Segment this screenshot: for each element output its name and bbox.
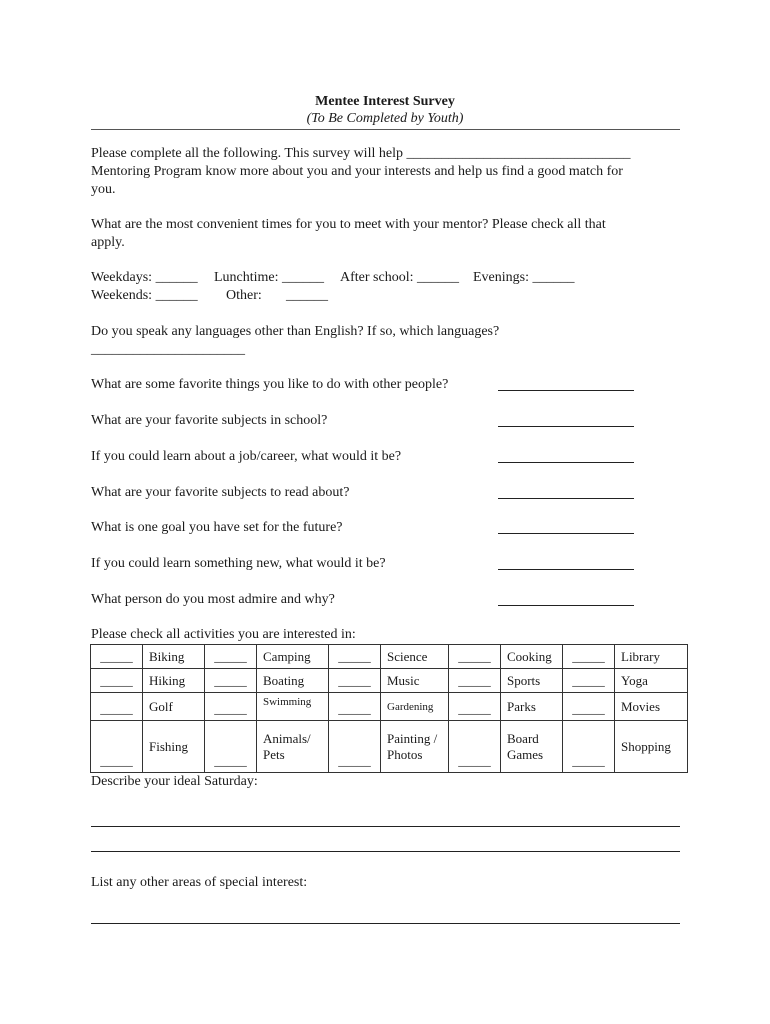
activity-checkbox[interactable]: _____ <box>449 669 501 693</box>
activity-checkbox[interactable]: _____ <box>91 669 143 693</box>
activity-label: Camping <box>257 645 329 669</box>
table-row <box>91 721 688 773</box>
question-7: What person do you most admire and why? <box>91 592 335 607</box>
question-5: What is one goal you have set for the future? <box>91 520 343 535</box>
activities-heading: Please check all activities you are interested in: <box>91 627 356 642</box>
activity-label: Animals/ Pets <box>257 721 329 773</box>
answer-line-3[interactable] <box>498 462 634 463</box>
activity-label: Fishing <box>143 721 205 773</box>
after-school-field[interactable]: After school: ______ <box>340 270 459 285</box>
activity-label: Shopping <box>615 721 688 773</box>
intro-line-3: you. <box>91 182 116 197</box>
answer-line-4[interactable] <box>498 498 634 499</box>
activity-checkbox[interactable]: _____ <box>563 645 615 669</box>
activity-label: Painting / Photos <box>381 721 449 773</box>
saturday-answer-line-2[interactable] <box>91 851 680 852</box>
title-divider <box>91 129 680 130</box>
activity-checkbox[interactable]: _____ <box>91 693 143 721</box>
activity-label: Biking <box>143 645 205 669</box>
languages-field[interactable]: ______________________ <box>91 342 245 357</box>
activity-label: Yoga <box>615 669 688 693</box>
saturday-answer-line-1[interactable] <box>91 826 680 827</box>
activity-label: Golf <box>143 693 205 721</box>
activity-checkbox[interactable]: _____ <box>205 721 257 773</box>
activity-label: Hiking <box>143 669 205 693</box>
activities-table <box>90 644 688 773</box>
activity-label: Library <box>615 645 688 669</box>
activity-checkbox[interactable]: _____ <box>205 669 257 693</box>
activity-checkbox[interactable]: _____ <box>205 693 257 721</box>
activity-label: Boating <box>257 669 329 693</box>
question-6: If you could learn something new, what would it be? <box>91 556 386 571</box>
activity-label: Gardening <box>381 693 449 721</box>
times-question-line-1: What are the most convenient times for you to meet with your mentor? Please check all that <box>91 217 606 232</box>
activity-checkbox[interactable]: _____ <box>91 645 143 669</box>
other-field[interactable]: ______ <box>286 288 328 303</box>
weekends-field[interactable]: Weekends: ______ <box>91 288 198 303</box>
question-2: What are your favorite subjects in school? <box>91 413 328 428</box>
activity-checkbox[interactable]: _____ <box>449 645 501 669</box>
answer-line-5[interactable] <box>498 533 634 534</box>
page-subtitle: (To Be Completed by Youth) <box>306 111 464 126</box>
activity-checkbox[interactable]: _____ <box>449 721 501 773</box>
activity-checkbox[interactable]: _____ <box>329 693 381 721</box>
answer-line-6[interactable] <box>498 569 634 570</box>
activity-label: Science <box>381 645 449 669</box>
table-row <box>91 669 688 693</box>
table-row <box>91 645 688 669</box>
activity-label: Parks <box>501 693 563 721</box>
activity-label: Movies <box>615 693 688 721</box>
activity-checkbox[interactable]: _____ <box>329 721 381 773</box>
activity-checkbox[interactable]: _____ <box>563 669 615 693</box>
times-question-line-2: apply. <box>91 235 125 250</box>
answer-line-2[interactable] <box>498 426 634 427</box>
intro-line-1: Please complete all the following. This survey will help ________________________________ <box>91 146 631 161</box>
activity-checkbox[interactable]: _____ <box>563 693 615 721</box>
activity-checkbox[interactable]: _____ <box>91 721 143 773</box>
activity-checkbox[interactable]: _____ <box>329 645 381 669</box>
question-4: What are your favorite subjects to read about? <box>91 485 350 500</box>
special-interest-question: List any other areas of special interest: <box>91 875 308 890</box>
other-label: Other: <box>226 288 262 303</box>
special-interest-answer-line[interactable] <box>91 923 680 924</box>
activity-checkbox[interactable]: _____ <box>329 669 381 693</box>
languages-question: Do you speak any languages other than English? If so, which languages? <box>91 324 500 339</box>
activity-checkbox[interactable]: _____ <box>449 693 501 721</box>
answer-line-7[interactable] <box>498 605 634 606</box>
activity-label: Board Games <box>501 721 563 773</box>
lunchtime-field[interactable]: Lunchtime: ______ <box>214 270 325 285</box>
activity-checkbox[interactable]: _____ <box>205 645 257 669</box>
page-title: Mentee Interest Survey <box>315 94 455 109</box>
activity-label: Swimming <box>257 693 329 721</box>
table-row <box>91 693 688 721</box>
activity-label: Cooking <box>501 645 563 669</box>
evenings-field[interactable]: Evenings: ______ <box>473 270 575 285</box>
saturday-question: Describe your ideal Saturday: <box>91 774 258 789</box>
activity-label: Sports <box>501 669 563 693</box>
intro-line-2: Mentoring Program know more about you and your interests and help us find a good match for <box>91 164 623 179</box>
activity-label: Music <box>381 669 449 693</box>
question-1: What are some favorite things you like to do with other people? <box>91 377 449 392</box>
activity-checkbox[interactable]: _____ <box>563 721 615 773</box>
question-3: If you could learn about a job/career, what would it be? <box>91 449 402 464</box>
answer-line-1[interactable] <box>498 390 634 391</box>
weekdays-field[interactable]: Weekdays: ______ <box>91 270 198 285</box>
